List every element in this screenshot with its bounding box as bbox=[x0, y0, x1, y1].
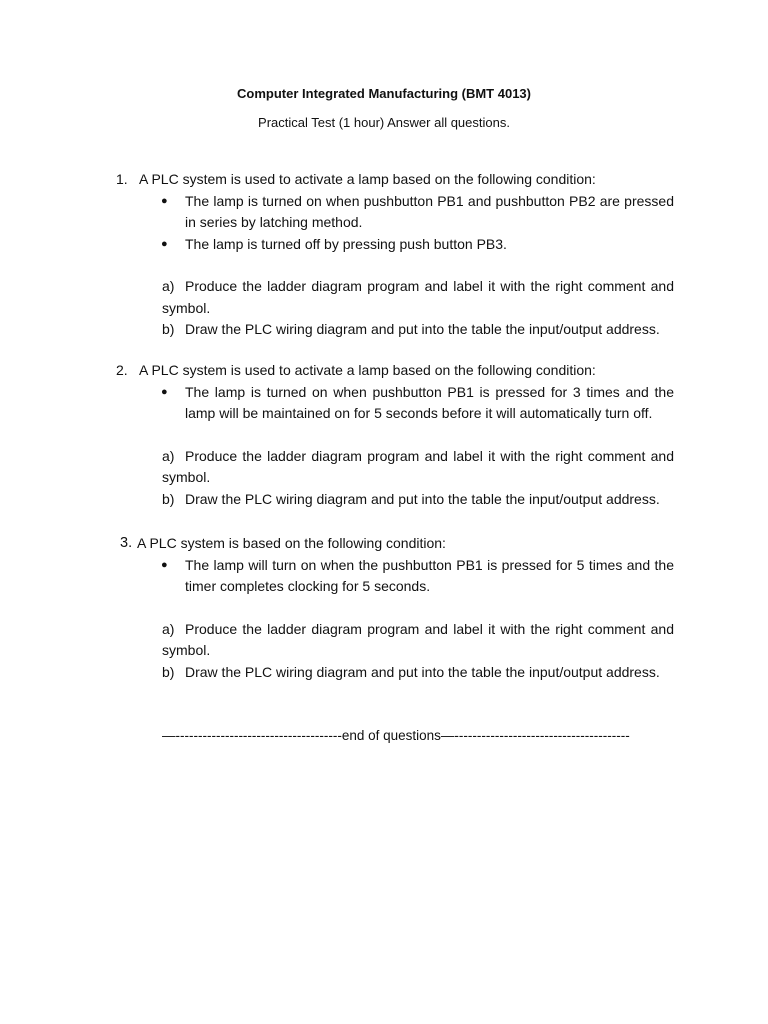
question-text: A PLC system is used to activate a lamp based on the following condition: bbox=[139, 362, 596, 378]
bullet-text: The lamp is turned on when pushbutton PB1 and pushbutton PB2 are pressed in series by latching method. bbox=[185, 192, 674, 230]
question-text: A PLC system is used to activate a lamp based on the following condition: bbox=[139, 171, 596, 187]
question-2 bbox=[0, 360, 768, 510]
part-text: Produce the ladder diagram program and label it with the right comment and symbol. bbox=[162, 447, 674, 485]
bullet-text: The lamp is turned off by pressing push button PB3. bbox=[185, 235, 507, 252]
part-label: b) bbox=[162, 663, 175, 680]
part-label: a) bbox=[162, 447, 175, 464]
list-item bbox=[161, 555, 674, 598]
part-text: Produce the ladder diagram program and label it with the right comment and symbol. bbox=[162, 278, 674, 316]
list-item bbox=[161, 191, 674, 234]
part-label: a) bbox=[162, 620, 175, 637]
question-text: A PLC system is based on the following condition: bbox=[137, 535, 446, 551]
part-a bbox=[162, 276, 674, 319]
bullet-icon: ● bbox=[161, 385, 168, 398]
part-a bbox=[162, 619, 674, 662]
part-text: Draw the PLC wiring diagram and put into the table the input/output address. bbox=[185, 321, 660, 337]
question-number: 2. bbox=[116, 362, 128, 378]
part-label: a) bbox=[162, 278, 175, 294]
part-b bbox=[162, 662, 674, 684]
document-title: Computer Integrated Manufacturing (BMT 4013) bbox=[237, 86, 531, 101]
part-text: Draw the PLC wiring diagram and put into the table the input/output address. bbox=[185, 490, 660, 507]
question-number: 3. bbox=[120, 535, 133, 551]
part-b bbox=[162, 489, 674, 511]
question-number: 1. bbox=[116, 171, 128, 187]
bullet-icon: ● bbox=[161, 194, 168, 207]
part-a bbox=[162, 446, 674, 489]
list-item bbox=[161, 234, 674, 256]
bullet-text: The lamp is turned on when pushbutton PB1 is pressed for 3 times and the lamp will be maintained on for 5 seconds before it will automatically turn off. bbox=[185, 383, 674, 421]
part-label: b) bbox=[162, 490, 175, 507]
question-1 bbox=[0, 169, 768, 341]
question-parts bbox=[162, 619, 674, 684]
end-of-questions: —-------------------------------------end of questions—--------------------------------------- bbox=[162, 728, 630, 743]
question-parts bbox=[162, 276, 674, 341]
bullet-text: The lamp will turn on when the pushbutton PB1 is pressed for 5 times and the timer completes clocking for 5 seconds. bbox=[185, 556, 674, 594]
question-parts bbox=[162, 446, 674, 511]
document-subtitle: Practical Test (1 hour) Answer all questions. bbox=[258, 115, 510, 130]
part-text: Produce the ladder diagram program and label it with the right comment and symbol. bbox=[162, 620, 674, 658]
part-text: Draw the PLC wiring diagram and put into the table the input/output address. bbox=[185, 663, 660, 680]
bullet-icon: ● bbox=[161, 237, 168, 250]
part-b bbox=[162, 319, 674, 341]
part-label: b) bbox=[162, 321, 175, 337]
bullet-icon: ● bbox=[161, 558, 168, 571]
question-3 bbox=[0, 533, 768, 683]
list-item bbox=[161, 382, 674, 425]
